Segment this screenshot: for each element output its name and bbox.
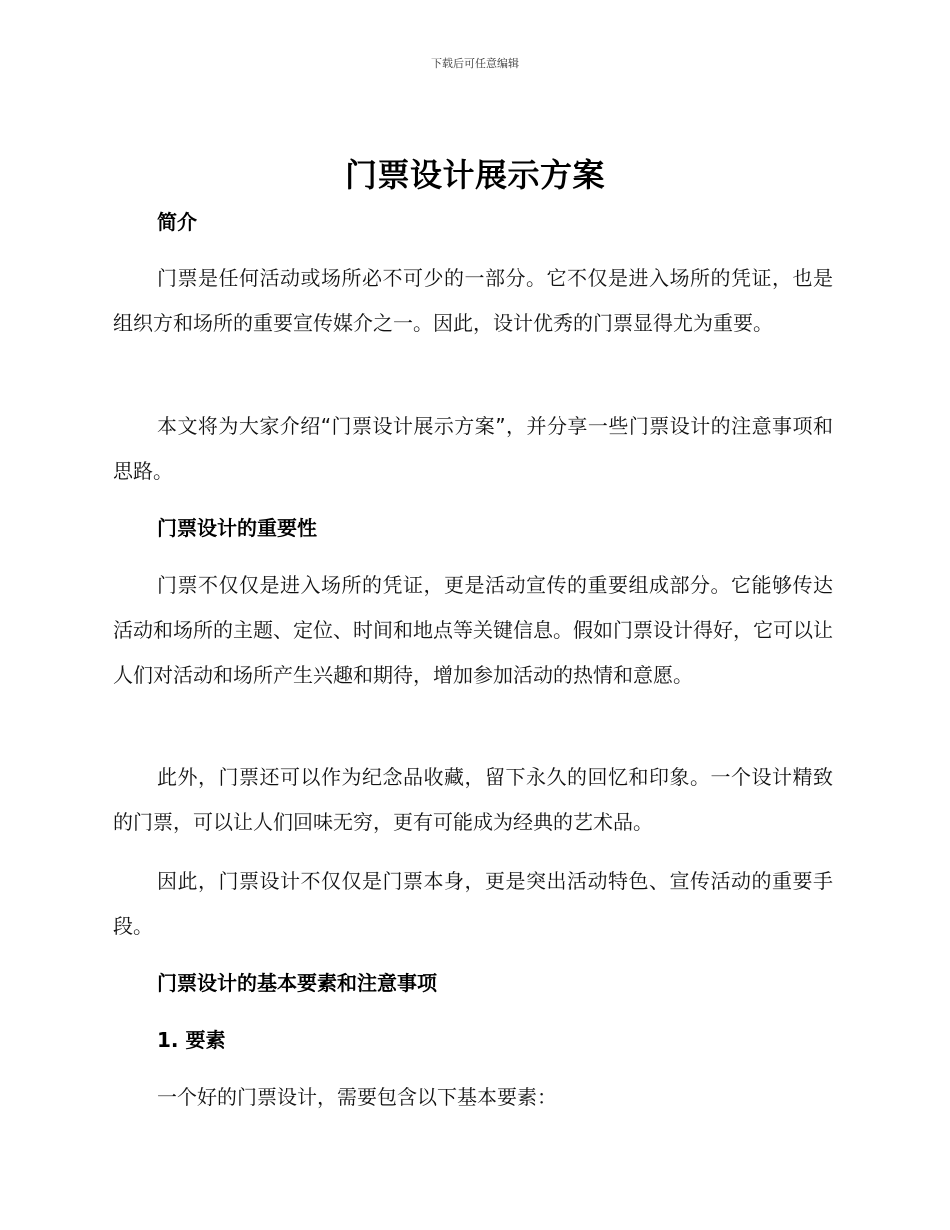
header-note: 下载后可任意编辑 bbox=[431, 57, 519, 70]
subsection-heading-elements: 1. 要素 bbox=[157, 1028, 226, 1052]
paragraph-importance-2: 此外，门票还可以作为纪念品收藏，留下永久的回忆和印象。一个设计精致的门票，可以让人们回味无穷，更有可能成为经典的艺术品。 bbox=[113, 765, 833, 834]
paragraph-elements-1: 一个好的门票设计，需要包含以下基本要素： bbox=[157, 1085, 557, 1109]
paragraph-intro-1: 门票是任何活动或场所必不可少的一部分。它不仅是进入场所的凭证，也是组织方和场所的重要宣传媒介之一。因此，设计优秀的门票显得尤为重要。 bbox=[113, 266, 833, 335]
document-title: 门票设计展示方案 bbox=[344, 156, 605, 194]
paragraph-importance-1: 门票不仅仅是进入场所的凭证，更是活动宣传的重要组成部分。它能够传达活动和场所的主题、定位、时间和地点等关键信息。假如门票设计得好，它可以让人们对活动和场所产生兴趣和期待，增加参加活动的热情和意愿。 bbox=[113, 573, 833, 687]
section-heading-importance: 门票设计的重要性 bbox=[157, 516, 317, 540]
paragraph-importance-3: 因此，门票设计不仅仅是门票本身，更是突出活动特色、宣传活动的重要手段。 bbox=[113, 869, 833, 938]
paragraph-intro-2: 本文将为大家介绍“门票设计展示方案”，并分享一些门票设计的注意事项和思路。 bbox=[113, 414, 833, 483]
section-heading-intro: 简介 bbox=[157, 210, 197, 234]
section-heading-elements: 门票设计的基本要素和注意事项 bbox=[157, 971, 437, 995]
